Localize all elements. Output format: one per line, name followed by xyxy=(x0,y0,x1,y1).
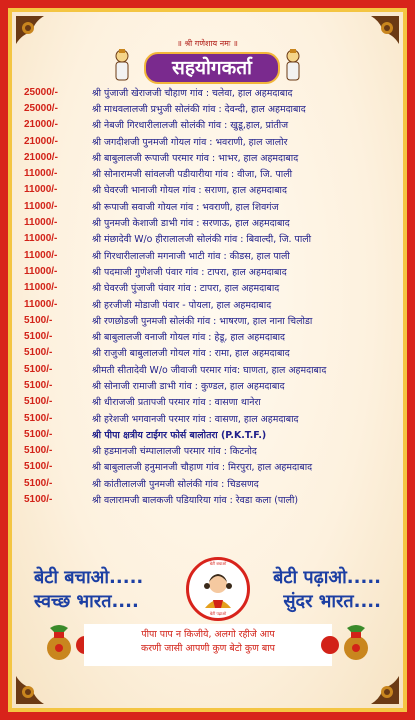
contributor-list xyxy=(24,84,396,508)
amount: 5100/- xyxy=(24,331,53,343)
list-item xyxy=(24,231,396,247)
amount: 21000/- xyxy=(24,119,58,131)
list-item xyxy=(24,247,396,263)
logo-bottom-text: बेटी पढ़ाओ xyxy=(209,611,227,616)
slogan-line: बेटी पढ़ाओ..... xyxy=(273,567,381,588)
list-item xyxy=(24,182,396,198)
contributor-name: श्री धीराजजी प्रतापजी परमार गांव : वासणा थानेरा xyxy=(92,397,261,409)
kalash-icon xyxy=(339,624,373,664)
page-title: सहयोगकर्ता xyxy=(144,52,280,84)
amount: 5100/- xyxy=(24,314,53,326)
girl-icon xyxy=(189,560,247,618)
amount: 11000/- xyxy=(24,249,58,261)
amount: 25000/- xyxy=(24,86,58,98)
amount: 5100/- xyxy=(24,461,53,473)
motto-line: पीपा पाप न किजीये, अलगो रहीजे आप xyxy=(141,629,275,640)
contributor-name: श्री सोनाजी रामाजी डाभी गांव : कुण्डल, हाल अहमदाबाद xyxy=(92,380,285,392)
slogan-right xyxy=(241,566,381,614)
slogan-line: सुंदर भारत.... xyxy=(283,591,381,612)
list-item xyxy=(24,280,396,296)
amount: 5100/- xyxy=(24,363,53,375)
amount: 21000/- xyxy=(24,135,58,147)
list-item xyxy=(24,198,396,214)
contributor-name: श्री कांतीलालजी पुनमजी सोलंकी गांव : चिडसणद xyxy=(92,478,259,490)
list-item xyxy=(24,133,396,149)
contributor-name: श्री घेवरजी भानाजी गोयल गांव : सराणा, हाल अहमदाबाद xyxy=(92,185,287,197)
amount: 11000/- xyxy=(24,282,58,294)
contributor-name: श्री पुंजाजी खेराजजी चौहाण गांव : चलेवा, हाल अहमदाबाद xyxy=(92,87,293,99)
amount: 11000/- xyxy=(24,298,58,310)
list-item xyxy=(24,394,396,410)
deity-right-icon xyxy=(281,48,305,84)
kalash-icon xyxy=(42,624,76,664)
contributor-name: श्री बाबुलालजी रूपाजी परमार गांव : भाभर, हाल अहमदाबाद xyxy=(92,152,299,164)
list-item xyxy=(24,345,396,361)
contributor-name: श्री पीपा क्षत्रीय टाईगर फोर्स बालोतरा (P.K.T.F.) xyxy=(92,429,267,441)
contributor-name: श्री सोनारामजी सांवलजी पडीयारीया गांव : वीजा, जि. पाली xyxy=(92,169,293,181)
list-item xyxy=(24,263,396,279)
list-item xyxy=(24,361,396,377)
corner-ornament-icon xyxy=(353,658,401,706)
contributor-name: श्री नेबजी गिरधारीलालजी सोलंकी गांव : खुडू,हाल, प्रांतीज xyxy=(92,120,289,132)
list-item xyxy=(24,165,396,181)
amount: 11000/- xyxy=(24,217,58,229)
logo-top-text: बेटी बचाओ xyxy=(209,561,227,566)
deity-left-icon xyxy=(110,48,134,84)
contributor-name: श्री रणछोडजी पुनमजी सोलंकी गांव : भाषरणा, हाल नाना चिलोडा xyxy=(92,315,313,327)
slogan-line: बेटी बचाओ..... xyxy=(34,567,144,588)
contributor-name: श्री पुनमजी केशाजी डाभी गांव : सरणाऊ, हाल अहमदाबाद xyxy=(92,218,290,230)
contributor-name: श्री हरेशजी भगवानजी परमार गांव : वासणा, हाल अहमदाबाद xyxy=(92,413,299,425)
amount: 11000/- xyxy=(24,168,58,180)
amount: 5100/- xyxy=(24,445,53,457)
contributor-name: श्री बाबुलालजी हनुमानजी चौहाण गांव : मिरपुरा, हाल अहमदाबाद xyxy=(92,462,313,474)
contributor-name: श्री हरजीजी मोडाजी पंवार - पोयला, हाल अहमदाबाद xyxy=(92,299,272,311)
amount: 11000/- xyxy=(24,265,58,277)
list-item xyxy=(24,475,396,491)
slogan-left xyxy=(34,566,174,614)
list-item xyxy=(24,426,396,442)
contributor-name: श्री पदमाजी गुणेशजी पंवार गांव : टापरा, हाल अहमदाबाद xyxy=(92,266,287,278)
list-item xyxy=(24,459,396,475)
amount: 11000/- xyxy=(24,233,58,245)
amount: 25000/- xyxy=(24,102,58,114)
amount: 5100/- xyxy=(24,379,53,391)
motto-box xyxy=(84,624,332,666)
contributor-name: श्रीमती सीतादेवी W/o जीवाजी परमार गांव: घाणता, हाल अहमदाबाद xyxy=(92,364,327,376)
contributor-name: श्री वलारामजी बालकजी पडियारिया गांव : रेवडा कला (पाली) xyxy=(92,495,299,507)
contributor-name: श्री गिरधारीलालजी मगनाजी भाटी गांव : कीडस, हाल पाली xyxy=(92,250,290,262)
contributor-name: श्री घेवरजी पुंजाजी पंवार गांव : टापरा, हाल अहमदाबाद xyxy=(92,283,280,295)
list-item xyxy=(24,214,396,230)
motto-line: करणी जासी आपणी कुण बेटो कुण बाप xyxy=(141,643,275,654)
bullet-icon xyxy=(321,636,339,654)
amount: 5100/- xyxy=(24,477,53,489)
amount: 5100/- xyxy=(24,412,53,424)
contributor-name: श्री मंछादेवी W/o हीरालालजी सोलंकी गांव : बिवाल्दी, जि. पाली xyxy=(92,234,312,246)
contributor-name: श्री जगदीशजी पुनमजी गोयल गांव : भवराणी, हाल जालोर xyxy=(92,136,288,148)
amount: 5100/- xyxy=(24,347,53,359)
amount: 11000/- xyxy=(24,184,58,196)
amount: 5100/- xyxy=(24,494,53,506)
list-item xyxy=(24,296,396,312)
list-item xyxy=(24,100,396,116)
list-item xyxy=(24,443,396,459)
list-item xyxy=(24,149,396,165)
list-item xyxy=(24,117,396,133)
amount: 11000/- xyxy=(24,200,58,212)
contributor-name: श्री हडमानजी चंम्पालालजी परमार गांव : किटनोद xyxy=(92,446,257,458)
list-item xyxy=(24,84,396,100)
amount: 21000/- xyxy=(24,151,58,163)
list-item xyxy=(24,312,396,328)
amount: 5100/- xyxy=(24,428,53,440)
amount: 5100/- xyxy=(24,396,53,408)
list-item xyxy=(24,377,396,393)
list-item xyxy=(24,491,396,507)
contributor-name: श्री राजुजी बाबुलालजी गोयल गांव : रामा, हाल अहमदाबाद xyxy=(92,348,290,360)
contributor-name: श्री बाबुलालजी वनाजी गोयल गांव : हेडू, हाल अहमदाबाद xyxy=(92,332,286,344)
invocation-text: ॥ श्री गणेशाय नमः ॥ xyxy=(177,39,238,48)
list-item xyxy=(24,328,396,344)
list-item xyxy=(24,410,396,426)
page xyxy=(12,12,403,708)
corner-ornament-icon xyxy=(14,658,62,706)
contributor-name: श्री रूपाजी सवाजी गोयल गांव : भवराणी, हाल शिवगंज xyxy=(92,201,279,213)
slogan-line: स्वच्छ भारत.... xyxy=(34,591,139,612)
contributor-name: श्री माधवलालजी प्रभुजी सोलंकी गांव : देवन्दी, हाल अहमदाबाद xyxy=(92,103,306,115)
